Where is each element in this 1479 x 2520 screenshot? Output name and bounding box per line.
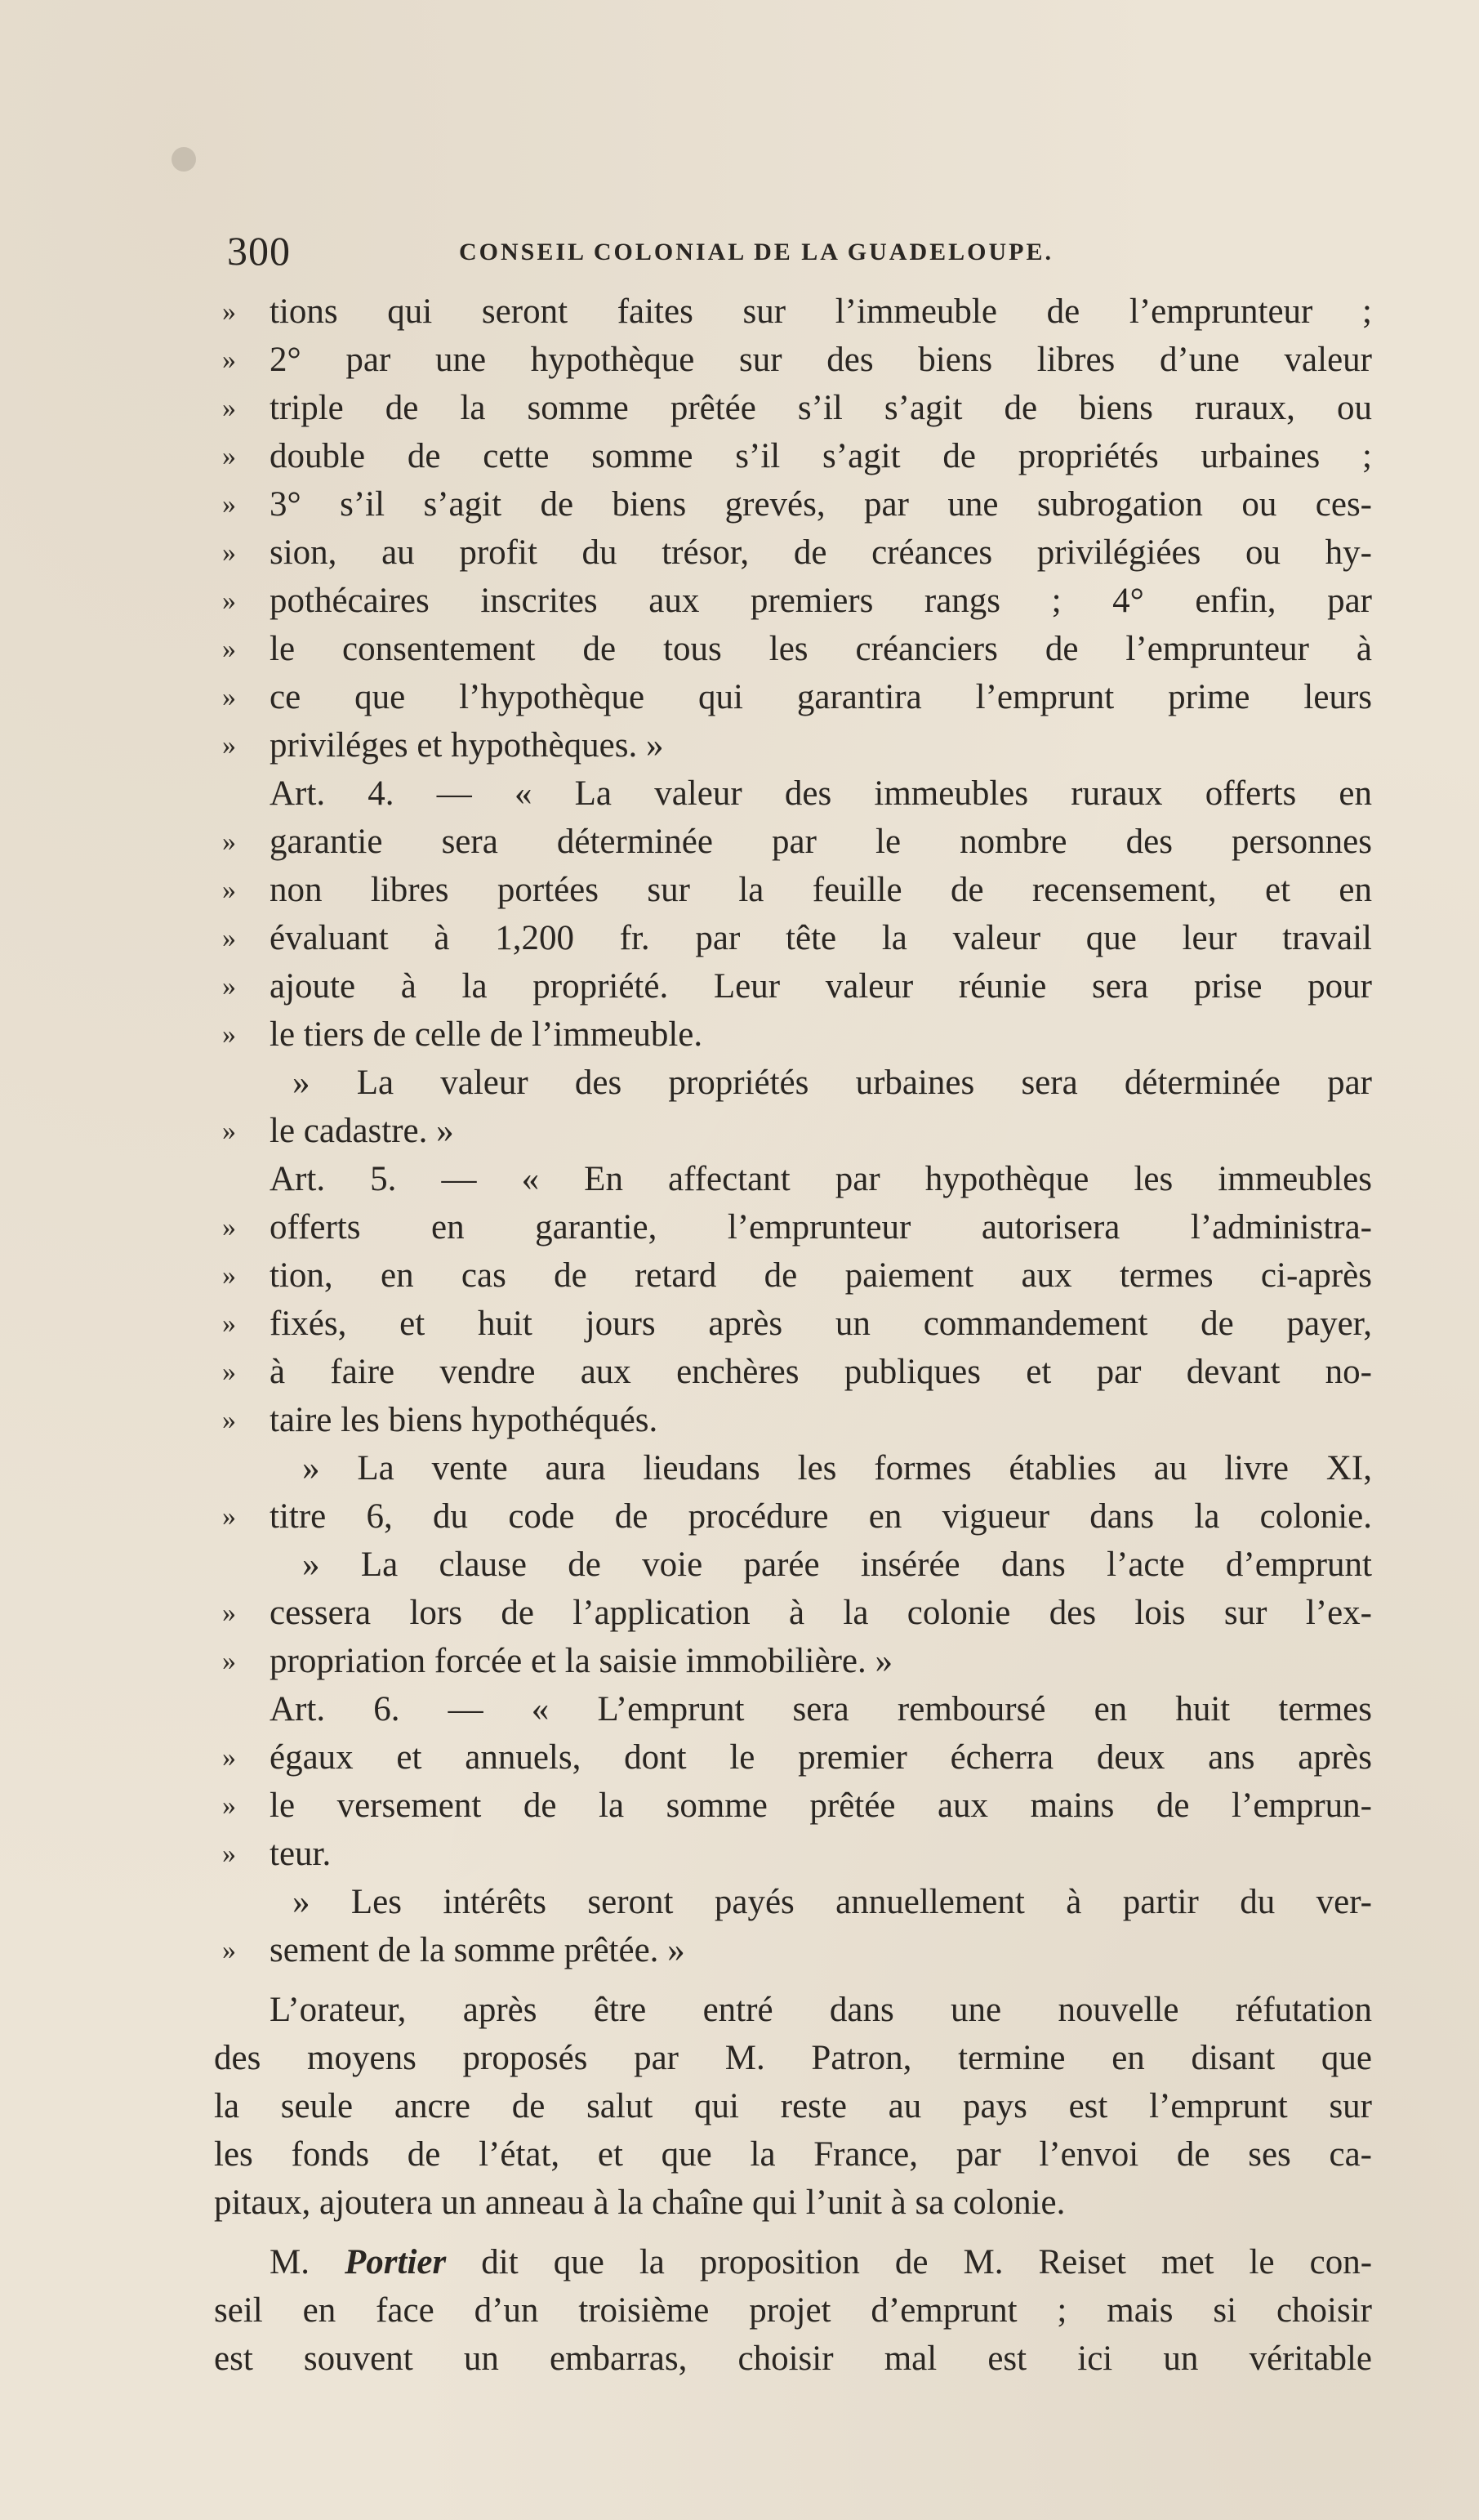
text-line: » évaluant à 1,200 fr. par tête la valeur que leur travail	[270, 914, 1372, 962]
text-line: » le versement de la somme prêtée aux mains de l’emprun-	[270, 1782, 1372, 1830]
quote-mark: »	[222, 1405, 236, 1435]
article-heading-line: Art. 6. — « L’emprunt sera remboursé en huit termes	[270, 1690, 1372, 1728]
text-line: » propriation forcée et la saisie immobilière. »	[270, 1637, 1372, 1685]
closing-line: des moyens proposés par M. Patron, termine en disant que	[214, 2039, 1372, 2077]
paragraph-spacer	[270, 2227, 1372, 2238]
text-line: » cessera lors de l’application à la colonie des lois sur l’ex-	[270, 1589, 1372, 1637]
quote-mark: »	[222, 1501, 236, 1532]
final-line: est souvent un embarras, choisir mal est ici un véritable	[214, 2339, 1372, 2378]
text-line: » tion, en cas de retard de paiement aux termes ci-après	[270, 1251, 1372, 1300]
text-line: » La vente aura lieudans les formes établies au livre XI,	[302, 1449, 1372, 1487]
article-heading-line: Art. 5. — « En affectant par hypothèque les immeubles	[270, 1160, 1372, 1198]
text-line: » La clause de voie parée insérée dans l’acte d’emprunt	[302, 1545, 1372, 1584]
quote-mark: »	[222, 586, 236, 616]
quote-mark: »	[222, 297, 236, 327]
text-line: » sion, au profit du trésor, de créances privilégiées ou hy-	[270, 529, 1372, 577]
quote-mark: »	[222, 393, 236, 423]
body-text	[214, 288, 1373, 2383]
text-line: » offerts en garantie, l’emprunteur autorisera l’administra-	[270, 1203, 1372, 1251]
running-title: CONSEIL COLONIAL DE LA GUADELOUPE.	[459, 239, 1054, 265]
text-line: » taire les biens hypothéqués.	[270, 1396, 1372, 1444]
text-line: » double de cette somme s’il s’agit de propriétés urbaines ;	[270, 432, 1372, 480]
quote-mark: »	[222, 1598, 236, 1628]
final-line: M. Portier dit que la proposition de M. Reiset met le con-	[270, 2243, 1373, 2281]
quote-mark: »	[222, 875, 236, 905]
quote-mark: »	[222, 634, 236, 664]
quote-mark: »	[222, 489, 236, 520]
quote-mark: »	[222, 1839, 236, 1869]
text-line: » non libres portées sur la feuille de recensement, et en	[270, 866, 1372, 914]
closing-line: pitaux, ajoutera un anneau à la chaîne qui l’unit à sa colonie.	[214, 2183, 1066, 2222]
paper-stain	[172, 147, 196, 172]
quote-mark: »	[222, 1116, 236, 1146]
quote-mark: »	[222, 682, 236, 712]
text-line: » fixés, et huit jours après un commandement de payer,	[270, 1300, 1372, 1348]
quote-mark: »	[222, 1260, 236, 1291]
text-line: » ajoute à la propriété. Leur valeur réunie sera prise pour	[270, 962, 1372, 1010]
quote-mark: »	[222, 345, 236, 375]
text-line: » égaux et annuels, dont le premier écherra deux ans après	[270, 1733, 1372, 1782]
text-line: » 3° s’il s’agit de biens grevés, par une subrogation ou ces-	[270, 480, 1372, 529]
quote-mark: »	[222, 1212, 236, 1242]
quote-mark: »	[222, 1646, 236, 1676]
page-number: 300	[227, 228, 291, 274]
quote-mark: »	[222, 1357, 236, 1387]
quote-mark: »	[222, 1791, 236, 1821]
text-line: » à faire vendre aux enchères publiques et par devant no-	[270, 1348, 1372, 1396]
running-head	[227, 227, 1372, 276]
text-line: » pothécaires inscrites aux premiers rangs ; 4° enfin, par	[270, 577, 1372, 625]
closing-line: la seule ancre de salut qui reste au pays est l’emprunt sur	[214, 2087, 1372, 2125]
text-line: » triple de la somme prêtée s’il s’agit de biens ruraux, ou	[270, 384, 1372, 432]
text-line: » 2° par une hypothèque sur des biens libres d’une valeur	[270, 336, 1372, 384]
quote-mark: »	[222, 1935, 236, 1965]
book-page	[214, 227, 1373, 2383]
text-line: » le consentement de tous les créanciers de l’emprunteur à	[270, 625, 1372, 673]
text-line: » titre 6, du code de procédure en vigueur dans la colonie.	[270, 1492, 1372, 1541]
quote-mark: »	[222, 1742, 236, 1773]
quote-mark: »	[222, 1019, 236, 1050]
quote-mark: »	[222, 537, 236, 568]
text-line: » La valeur des propriétés urbaines sera déterminée par	[292, 1064, 1372, 1102]
article-heading-line: Art. 4. — « La valeur des immeubles ruraux offerts en	[270, 774, 1372, 813]
closing-line: les fonds de l’état, et que la France, par l’envoi de ses ca-	[214, 2135, 1372, 2174]
paragraph-spacer	[270, 1974, 1372, 1986]
quote-mark: »	[222, 971, 236, 1001]
quote-mark: »	[222, 923, 236, 953]
text-line: » tions qui seront faites sur l’immeuble de l’emprunteur ;	[270, 288, 1372, 336]
final-line: seil en face d’un troisième projet d’emprunt ; mais si choisir	[214, 2291, 1372, 2330]
text-line: » teur.	[270, 1830, 1372, 1878]
text-line: » sement de la somme prêtée. »	[270, 1926, 1372, 1974]
quote-mark: »	[222, 1309, 236, 1339]
text-line: » priviléges et hypothèques. »	[270, 721, 1372, 769]
quote-mark: »	[222, 441, 236, 471]
text-line: » Les intérêts seront payés annuellement à partir du ver-	[292, 1883, 1372, 1921]
text-line: » garantie sera déterminée par le nombre des personnes	[270, 818, 1372, 866]
quote-mark: »	[222, 730, 236, 760]
quote-mark: »	[222, 827, 236, 857]
closing-line: L’orateur, après être entré dans une nouvelle réfutation	[270, 1991, 1372, 2029]
speaker-name: Portier	[345, 2243, 447, 2281]
text-line: » le cadastre. »	[270, 1107, 1372, 1155]
text-line: » le tiers de celle de l’immeuble.	[270, 1010, 1372, 1059]
text-line: » ce que l’hypothèque qui garantira l’emprunt prime leurs	[270, 673, 1372, 721]
